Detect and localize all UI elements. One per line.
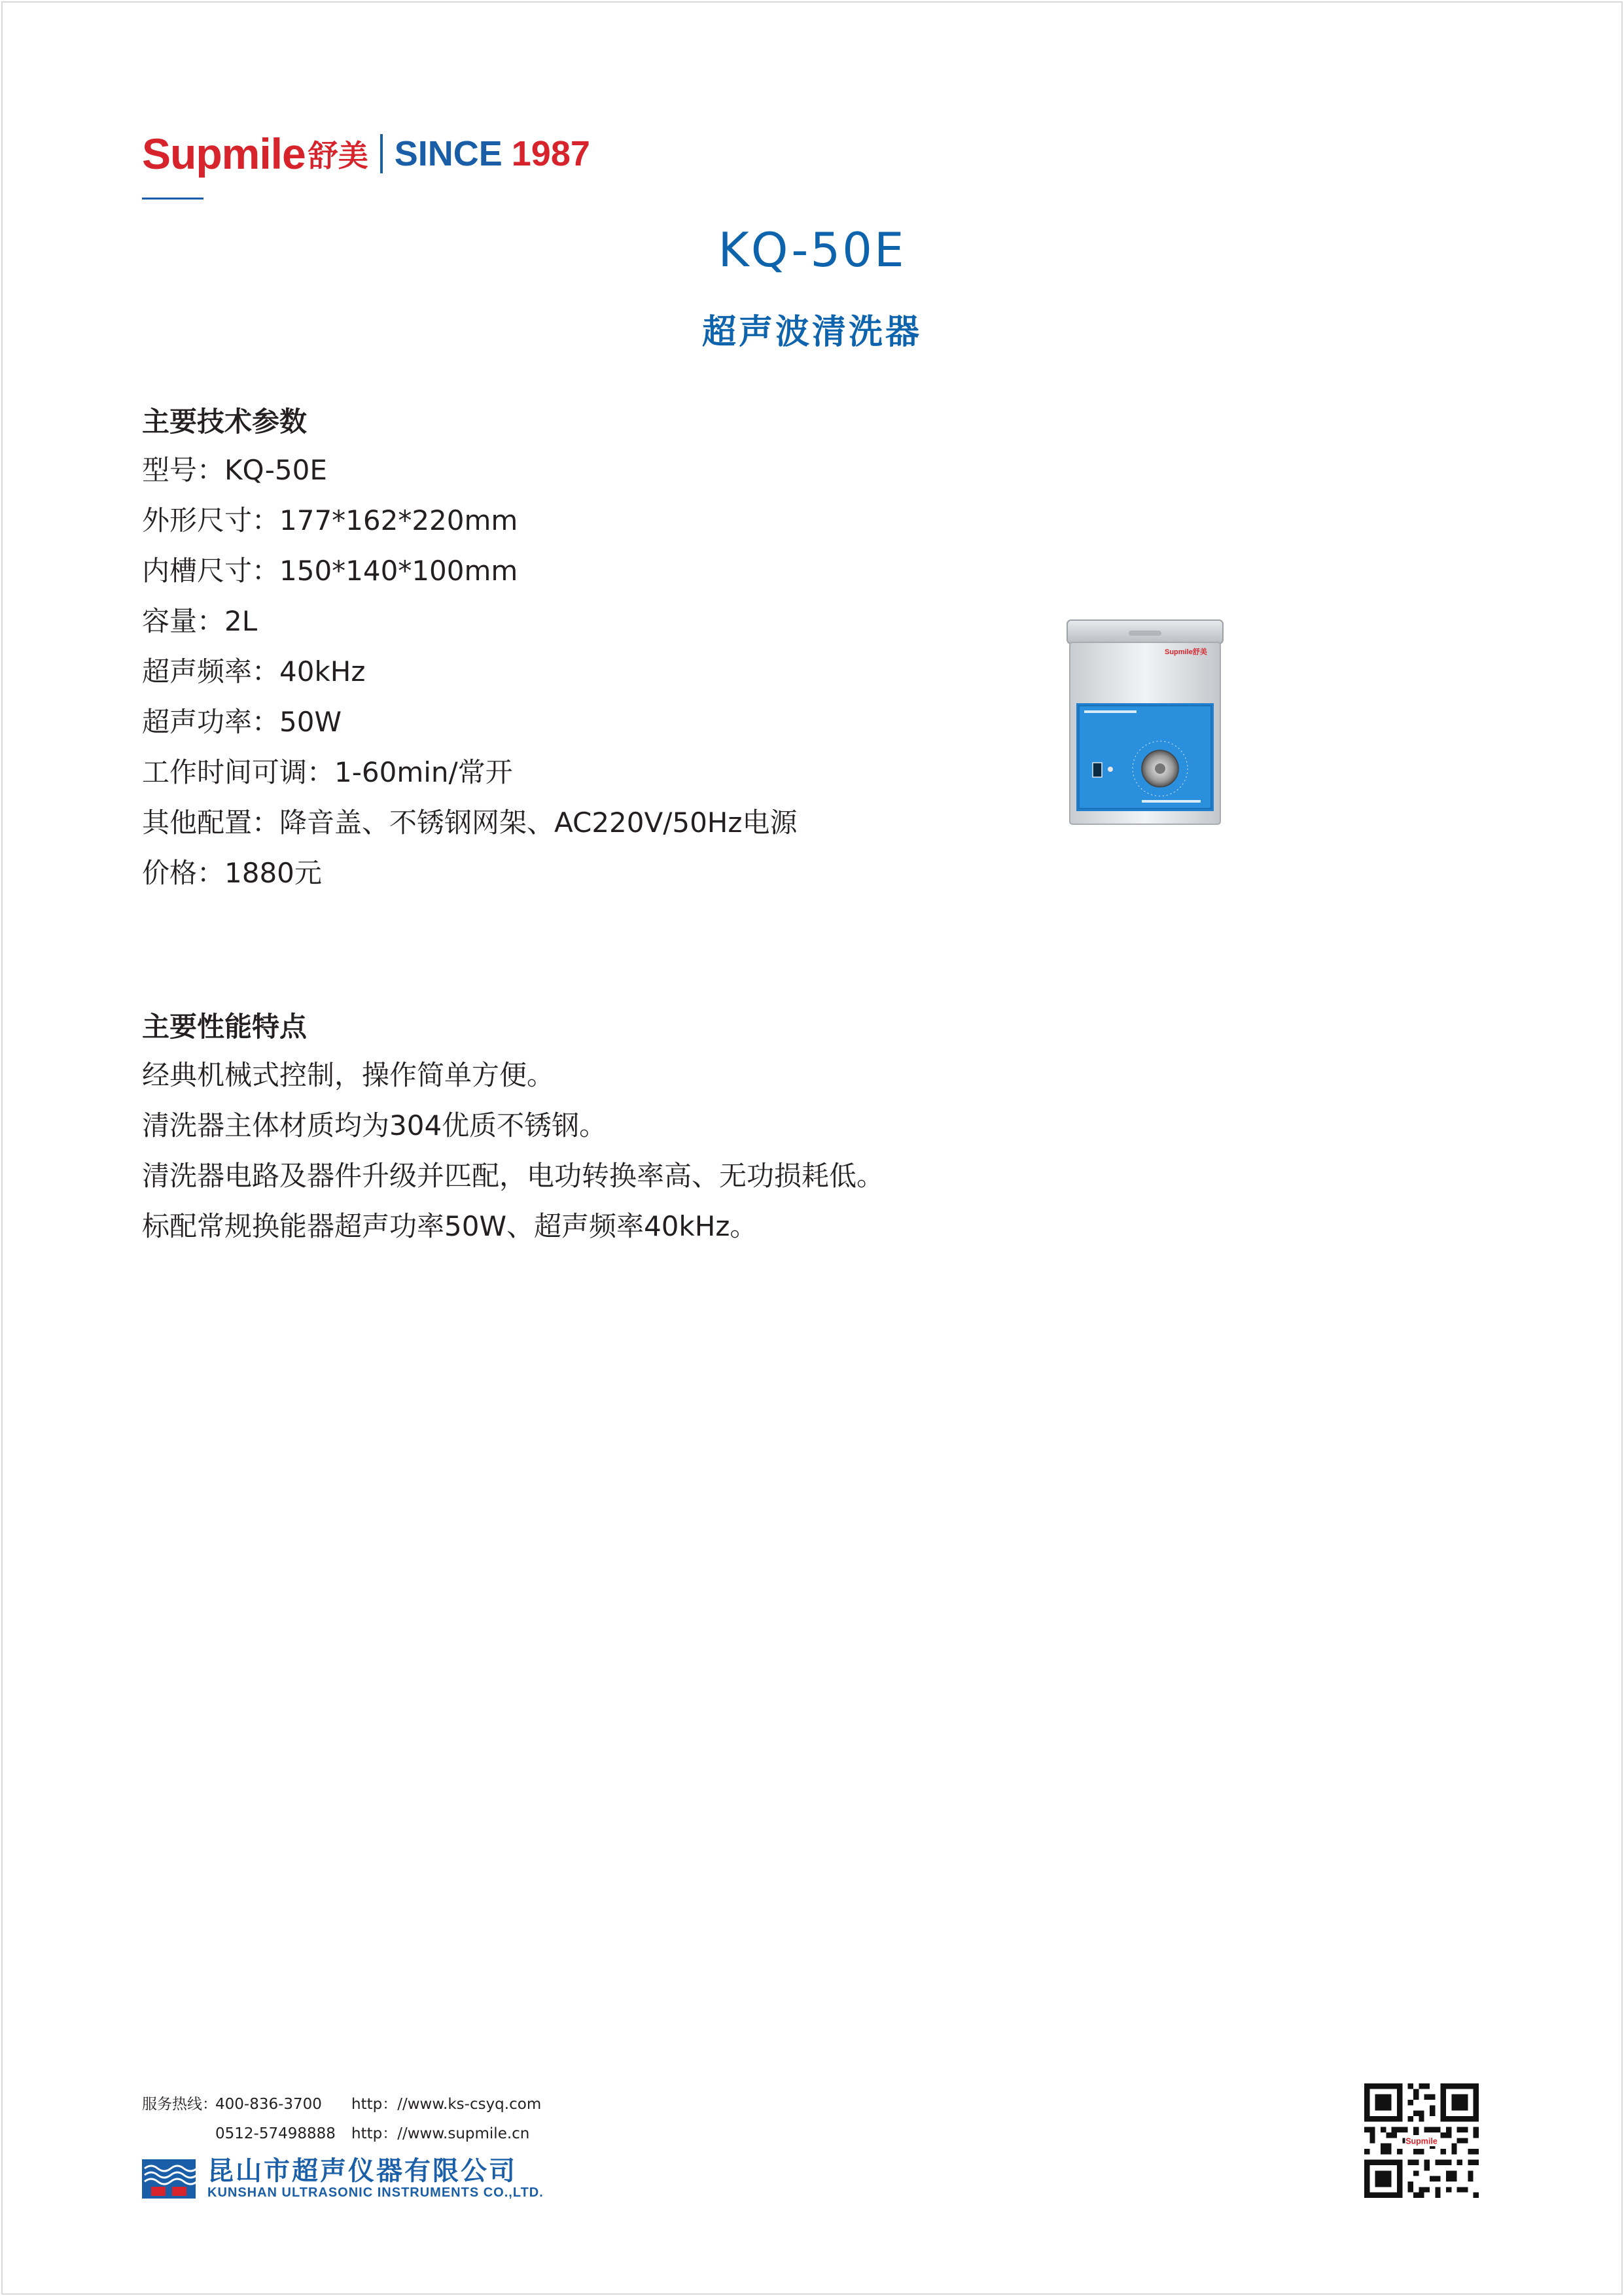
- logo-since: SINCE: [394, 134, 503, 173]
- logo-brand: Supmile: [142, 130, 306, 178]
- specs-section: [142, 399, 797, 898]
- features-section: [142, 1004, 884, 1251]
- product-brand-label: Supmile舒美: [1165, 648, 1207, 656]
- qr-brand-label: Supmile: [1405, 2136, 1438, 2146]
- brand-logo: [142, 128, 590, 180]
- feature-item: 清洗器电路及器件升级并匹配，电功转换率高、无功损耗低。: [142, 1160, 885, 1192]
- spec-price: 价格：1880元: [142, 857, 322, 889]
- phone-1: 400-836-3700: [215, 2096, 322, 2113]
- logo-divider: [380, 134, 383, 173]
- footer-contact: [142, 2090, 541, 2149]
- spec-model: 型号：KQ-50E: [142, 454, 327, 486]
- company-name-en: KUNSHAN ULTRASONIC INSTRUMENTS CO.,LTD.: [207, 2185, 544, 2200]
- spec-accessories: 其他配置：降音盖、不锈钢网架、AC220V/50Hz电源: [142, 807, 798, 839]
- features-heading: 主要性能特点: [142, 1011, 308, 1043]
- spec-inner-size: 内槽尺寸：150*140*100mm: [142, 555, 518, 587]
- feature-item: 清洗器主体材质均为304优质不锈钢。: [142, 1109, 607, 1141]
- website-link-2[interactable]: http：//www.supmile.cn: [351, 2125, 530, 2142]
- qr-code-icon[interactable]: [1364, 2083, 1479, 2198]
- spec-frequency: 超声频率：40kHz: [142, 655, 366, 687]
- spec-outer-size: 外形尺寸：177*162*220mm: [142, 504, 518, 536]
- feature-item: 标配常规换能器超声功率50W、超声频率40kHz。: [142, 1210, 758, 1242]
- company-block: [142, 2157, 544, 2200]
- product-name: 超声波清洗器: [701, 313, 922, 352]
- spec-capacity: 容量：2L: [142, 605, 258, 637]
- hotline-label: 服务热线：: [142, 2096, 217, 2113]
- spec-power: 超声功率：50W: [142, 706, 342, 738]
- phone-2: 0512-57498888: [215, 2125, 336, 2142]
- model-title: KQ-50E: [718, 222, 906, 277]
- company-logo-icon: [142, 2159, 196, 2199]
- feature-item: 经典机械式控制，操作简单方便。: [142, 1059, 555, 1091]
- product-image: [1063, 615, 1227, 831]
- company-name-cn: 昆山市超声仪器有限公司: [207, 2156, 517, 2186]
- logo-year: 1987: [511, 134, 590, 173]
- specs-heading: 主要技术参数: [142, 406, 308, 438]
- website-link-1[interactable]: http：//www.ks-csyq.com: [351, 2096, 542, 2113]
- header-underline: [142, 198, 203, 200]
- spec-timer: 工作时间可调：1-60min/常开: [142, 756, 513, 788]
- logo-brand-cn: 舒美: [308, 138, 368, 173]
